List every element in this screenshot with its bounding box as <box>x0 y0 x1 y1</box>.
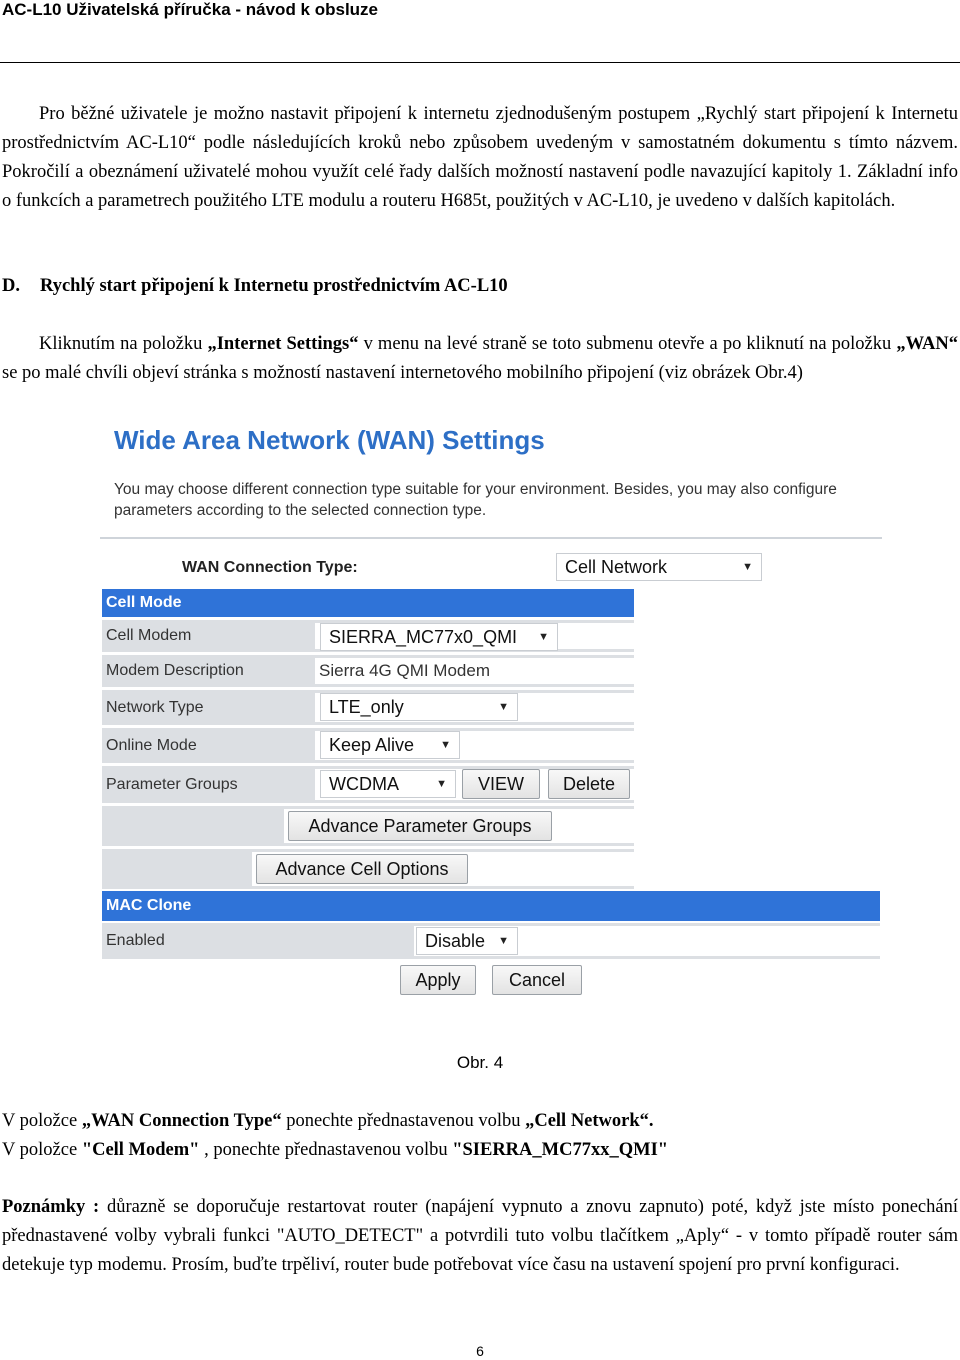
chevron-down-icon: ▼ <box>440 739 451 751</box>
advance-cell-options-button[interactable]: Advance Cell Options <box>256 854 468 884</box>
note1-text-c: ponechte přednastavenou volbu <box>281 1111 526 1131</box>
modem-description-label: Modem Description <box>106 662 244 679</box>
network-type-select[interactable] <box>320 693 518 721</box>
note1-text-a: V položce <box>2 1111 82 1131</box>
parameter-groups-select[interactable] <box>320 770 456 798</box>
document-header-title: AC-L10 Uživatelská příručka - návod k obsluze <box>2 0 379 19</box>
online-mode-select[interactable] <box>320 731 460 759</box>
chevron-down-icon: ▼ <box>436 778 447 790</box>
wan-settings-screenshot <box>98 425 888 1005</box>
wan-connection-type-label: WAN Connection Type: <box>182 559 358 576</box>
header-divider <box>0 62 960 63</box>
network-type-label: Network Type <box>106 698 204 716</box>
apply-button[interactable]: Apply <box>400 965 476 995</box>
cancel-button[interactable]: Cancel <box>492 965 582 995</box>
wan-connection-type-select[interactable] <box>556 553 762 581</box>
settings-divider <box>100 537 882 539</box>
section-title: Rychlý start připojení k Internetu prostřednictvím AC-L10 <box>40 276 508 296</box>
wan-settings-title: Wide Area Network (WAN) Settings <box>114 425 545 455</box>
parameter-groups-value: WCDMA <box>329 774 399 794</box>
note1-bold-b: „WAN Connection Type“ <box>81 1111 282 1131</box>
cell-mode-header: Cell Mode <box>102 589 634 617</box>
enabled-label: Enabled <box>106 932 165 949</box>
chevron-down-icon: ▼ <box>742 561 753 573</box>
modem-description-row <box>102 655 634 687</box>
chevron-down-icon: ▼ <box>538 631 549 643</box>
note-wan-connection-type <box>2 1107 958 1136</box>
section-heading <box>2 272 508 301</box>
delete-button[interactable]: Delete <box>548 769 630 799</box>
note1-bold-d: „Cell Network“. <box>525 1111 654 1131</box>
remark-label: Poznámky : <box>2 1197 100 1217</box>
intro-paragraph: Pro běžné uživatele je možno nastavit připojení k internetu zjednodušeným postupem „Rychlý start připojení k Internetu prostřednictvím AC-L10“ podle následujících kroků nebo způsobem uvedeným v samostatném dokumentu s tímto názvem. Pokročilí a obeznámení uživatelé mohou využít celé řady dalších možností nastavení podle navazující kapitoly 1. Základní info o funkcích a parametrech použitého LTE modulu a routeru H685t, použitých v AC-L10, je uvedeno v dalších kapitolách. <box>2 104 958 211</box>
note2-text-c: , ponechte přednastavenou volbu <box>199 1140 453 1160</box>
remark-text: důrazně se doporučuje restartovat router (napájení vypnuto a znovu zapnuto) poté, když jste místo ponechání přednastavené volby vybrali funkci "AUTO_DETECT" a potvrdili tuto volbu tlačítkem „Aply“ - v tomto případě router sám detekuje typ modemu. Prosím, buďte trpěliví, router bude potřebovat více času na ustavení spojení pro první konfiguraci. <box>2 1197 958 1275</box>
instruction-text-3: se po malé chvíli objeví stránka s možností nastavení internetového mobilního připojení (viz obrázek Obr.4) <box>2 363 803 383</box>
instruction-paragraph <box>2 330 958 388</box>
view-button[interactable]: VIEW <box>462 769 540 799</box>
remark-paragraph <box>2 1193 958 1280</box>
instruction-text-2: v menu na levé straně se toto submenu otevře a po kliknutí na položku <box>358 334 897 354</box>
figure-caption: Obr. 4 <box>456 1053 504 1072</box>
note2-text-a: V položce <box>2 1140 82 1160</box>
page-number: 6 <box>476 1343 484 1359</box>
wan-connection-type-value: Cell Network <box>565 557 668 577</box>
cell-modem-value: SIERRA_MC77x0_QMI <box>329 627 518 647</box>
online-mode-label: Online Mode <box>106 736 197 754</box>
chevron-down-icon: ▼ <box>498 935 509 947</box>
parameter-groups-label: Parameter Groups <box>106 775 238 793</box>
enabled-value: Disable <box>425 931 486 951</box>
instruction-text-1: Kliknutím na položku <box>39 334 208 354</box>
online-mode-value: Keep Alive <box>329 735 415 755</box>
cell-modem-select[interactable] <box>320 623 558 651</box>
instruction-bold-internet-settings: „Internet Settings“ <box>207 334 359 354</box>
mac-clone-header: MAC Clone <box>102 891 880 921</box>
modem-description-value: Sierra 4G QMI Modem <box>315 658 634 684</box>
cell-modem-label: Cell Modem <box>106 627 192 644</box>
note2-bold-d: "SIERRA_MC77xx_QMI" <box>452 1140 669 1160</box>
mac-clone-enabled-select[interactable] <box>416 927 518 955</box>
section-prefix: D. <box>2 276 20 296</box>
note-cell-modem <box>2 1136 958 1165</box>
chevron-down-icon: ▼ <box>498 701 509 713</box>
note2-bold-b: "Cell Modem" <box>81 1140 200 1160</box>
instruction-bold-wan: „WAN“ <box>896 334 959 354</box>
network-type-value: LTE_only <box>329 697 404 717</box>
wan-settings-description: You may choose different connection type suitable for your environment. Besides, you may also configure parameters according to the selected connection type. <box>114 481 837 519</box>
advance-parameter-groups-button[interactable]: Advance Parameter Groups <box>288 811 552 841</box>
